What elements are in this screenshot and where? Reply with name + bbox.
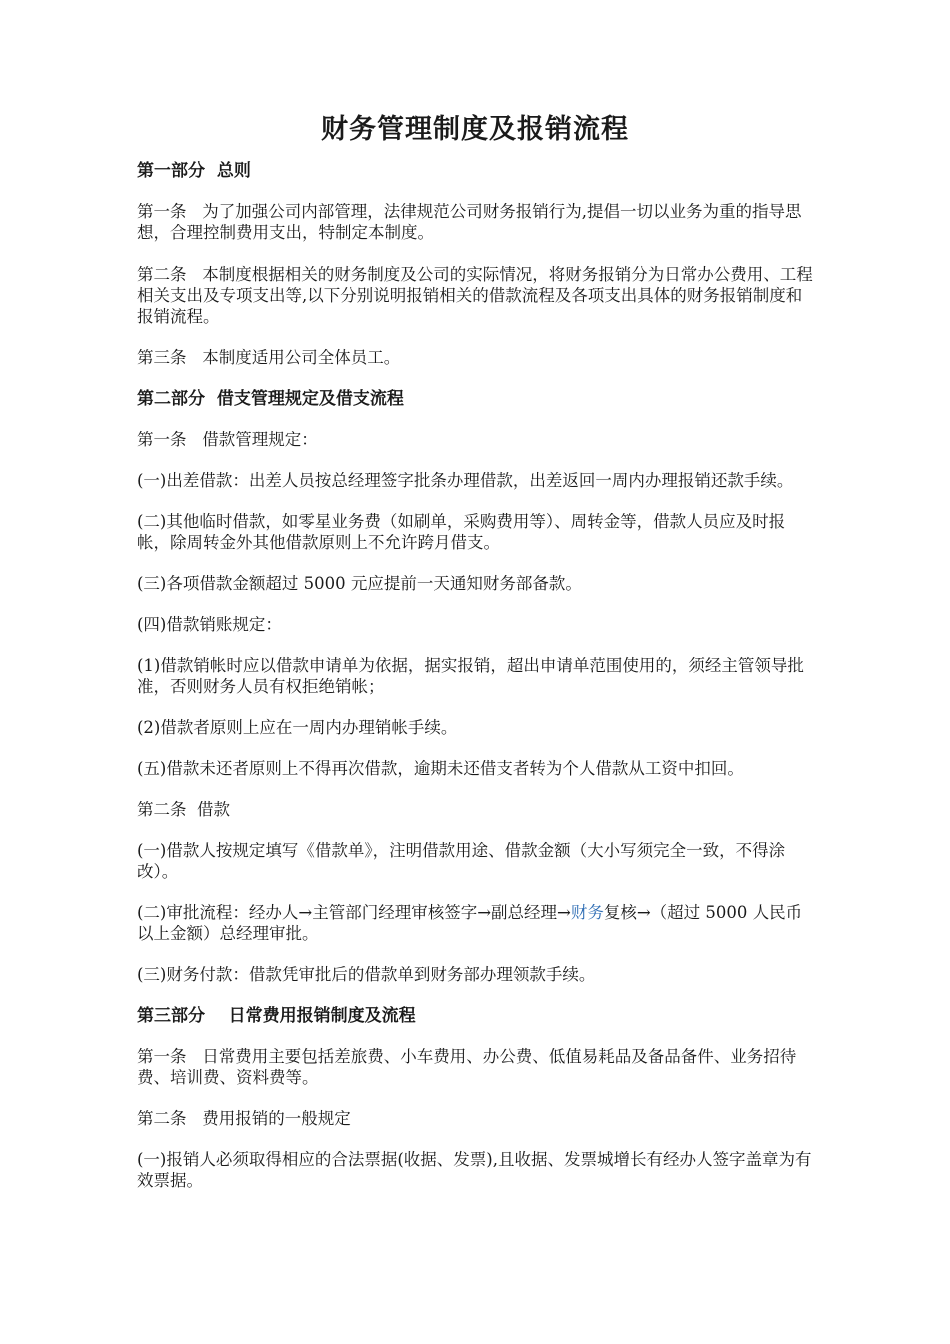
part2-item4: (四)借款销账规定： (137, 615, 282, 634)
part2-article2-item3: (三)财务付款：借款凭审批后的借款单到财务部办理领款手续。 (137, 965, 596, 984)
part3-item1: (一)报销人必须取得相应的合法票据(收据、发票),且收据、发票城增长有经办人签字盖章为有效票据。 (137, 1150, 812, 1190)
part1-article1: 第一条 为了加强公司内部管理，法律规范公司财务报销行为,提倡一切以业务为重的指导思想，合理控制费用支出，特制定本制度。 (137, 202, 802, 242)
part2-item4-2: (2)借款者原则上应在一周内办理销帐手续。 (137, 718, 458, 737)
approval-flow-text-b: 复核→（超过 5000 人民币以上金额）总经理审批。 (137, 903, 803, 943)
part2-heading: 第二部分 借支管理规定及借支流程 (137, 389, 404, 409)
part2-article2-item2 (137, 902, 815, 944)
part2-item3: (三)各项借款金额超过 5000 元应提前一天通知财务部备款。 (137, 574, 582, 593)
part3-article1: 第一条 日常费用主要包括差旅费、小车费用、办公费、低值易耗品及备品备件、业务招待费、培训费、资料费等。 (137, 1047, 797, 1087)
part2-item2: (二)其他临时借款，如零星业务费（如刷单，采购费用等）、周转金等，借款人员应及时报帐，除周转金外其他借款原则上不允许跨月借支。 (137, 512, 786, 552)
part2-article1-title: 第一条 借款管理规定： (137, 430, 318, 449)
part2-article2-item1: (一)借款人按规定填写《借款单》，注明借款用途、借款金额（大小写须完全一致，不得涂改）。 (137, 841, 786, 881)
document-title: 财务管理制度及报销流程 (321, 114, 629, 145)
part1-article3: 第三条 本制度适用公司全体员工。 (137, 348, 401, 367)
part3-article2-title: 第二条 费用报销的一般规定 (137, 1109, 351, 1128)
part1-heading: 第一部分 总则 (137, 161, 251, 181)
document-body (137, 160, 815, 1191)
approval-flow-text-a: (二)审批流程：经办人→主管部门经理审核签字→副总经理→ (137, 903, 571, 922)
part2-article2-title: 第二条 借款 (137, 800, 230, 819)
part2-item1: (一)出差借款：出差人员按总经理签字批条办理借款，出差返回一周内办理报销还款手续。 (137, 471, 794, 490)
part1-article2: 第二条 本制度根据相关的财务制度及公司的实际情况，将财务报销分为日常办公费用、工程相关支出及专项支出等,以下分别说明报销相关的借款流程及各项支出具体的财务报销制度和报销流程。 (137, 265, 813, 326)
part2-item4-1: (1)借款销帐时应以借款申请单为依据，据实报销，超出申请单范围使用的，须经主管领导批准，否则财务人员有权拒绝销帐； (137, 656, 804, 696)
finance-link[interactable]: 财务 (570, 903, 604, 922)
part2-item5: (五)借款未还者原则上不得再次借款，逾期未还借支者转为个人借款从工资中扣回。 (137, 759, 744, 778)
part3-heading: 第三部分 日常费用报销制度及流程 (137, 1006, 416, 1026)
